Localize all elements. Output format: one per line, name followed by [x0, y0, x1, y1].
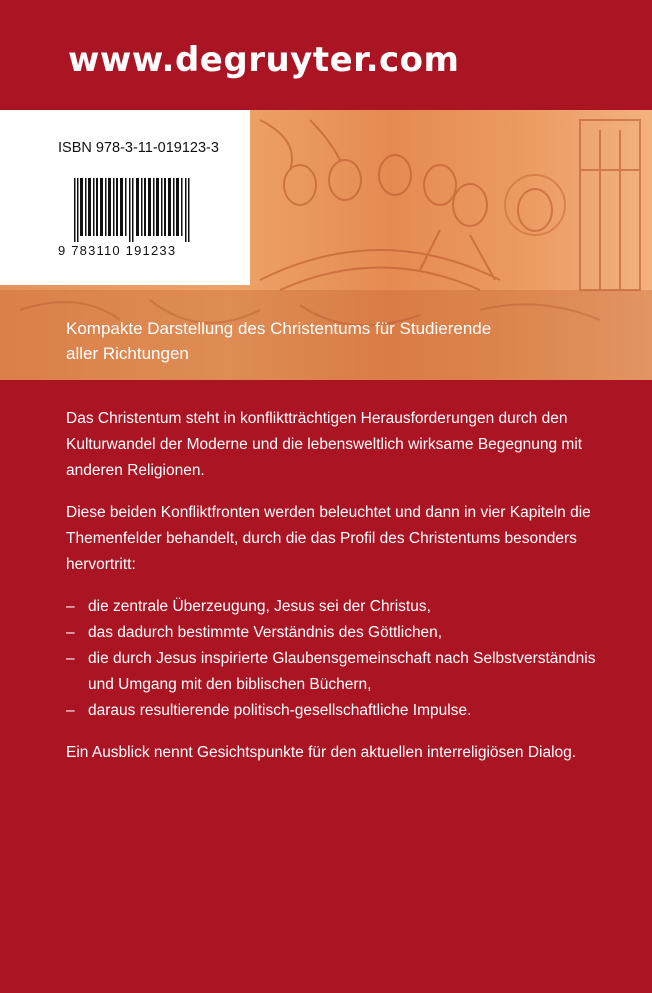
dash-icon: –: [66, 598, 75, 615]
publisher-url[interactable]: www.degruyter.com: [68, 40, 460, 80]
dash-icon: –: [66, 650, 75, 667]
dash-icon: –: [66, 624, 75, 641]
blurb-paragraph-1: Das Christentum steht in konfliktträchtigen Herausforderungen durch den Kulturwandel der Moderne und die lebensweltlich wirksame Begegnung mit anderen Religionen.: [66, 410, 583, 479]
tagline-line-1: Kompakte Darstellung des Christentums für Studierende: [66, 319, 492, 338]
list-item: – das dadurch bestimmte Verständnis des Göttlichen,: [66, 620, 596, 646]
blurb-paragraph-2: [66, 500, 596, 578]
dash-icon: –: [66, 702, 75, 719]
list-item: – daraus resultierende politisch-gesellschaftliche Impulse.: [66, 698, 596, 724]
header-band: [0, 0, 652, 110]
list-item: – die durch Jesus inspirierte Glaubensgemeinschaft nach Selbstverständnis und Umgang mit den biblischen Büchern,: [66, 646, 596, 698]
barcode-number: 9 783110 191233: [58, 243, 177, 258]
tagline-line-2: aller Richtungen: [66, 344, 189, 363]
list-item: – die zentrale Überzeugung, Jesus sei der Christus,: [66, 594, 596, 620]
blurb-paragraph-2-intro: Diese beiden Konfliktfronten werden beleuchtet und dann in vier Kapiteln die Themenfelder behandelt, durch die das Profil des Christentums besonders hervortritt:: [66, 504, 591, 573]
blurb: [66, 406, 596, 782]
barcode-icon: [74, 178, 192, 242]
blurb-paragraph-3: Ein Ausblick nennt Gesichtspunkte für den aktuellen interreligiösen Dialog.: [66, 744, 577, 761]
barcode-panel: [0, 110, 250, 285]
isbn-label: ISBN 978-3-11-019123-3: [58, 140, 219, 156]
topic-list: [66, 594, 596, 724]
tagline: [66, 316, 586, 366]
